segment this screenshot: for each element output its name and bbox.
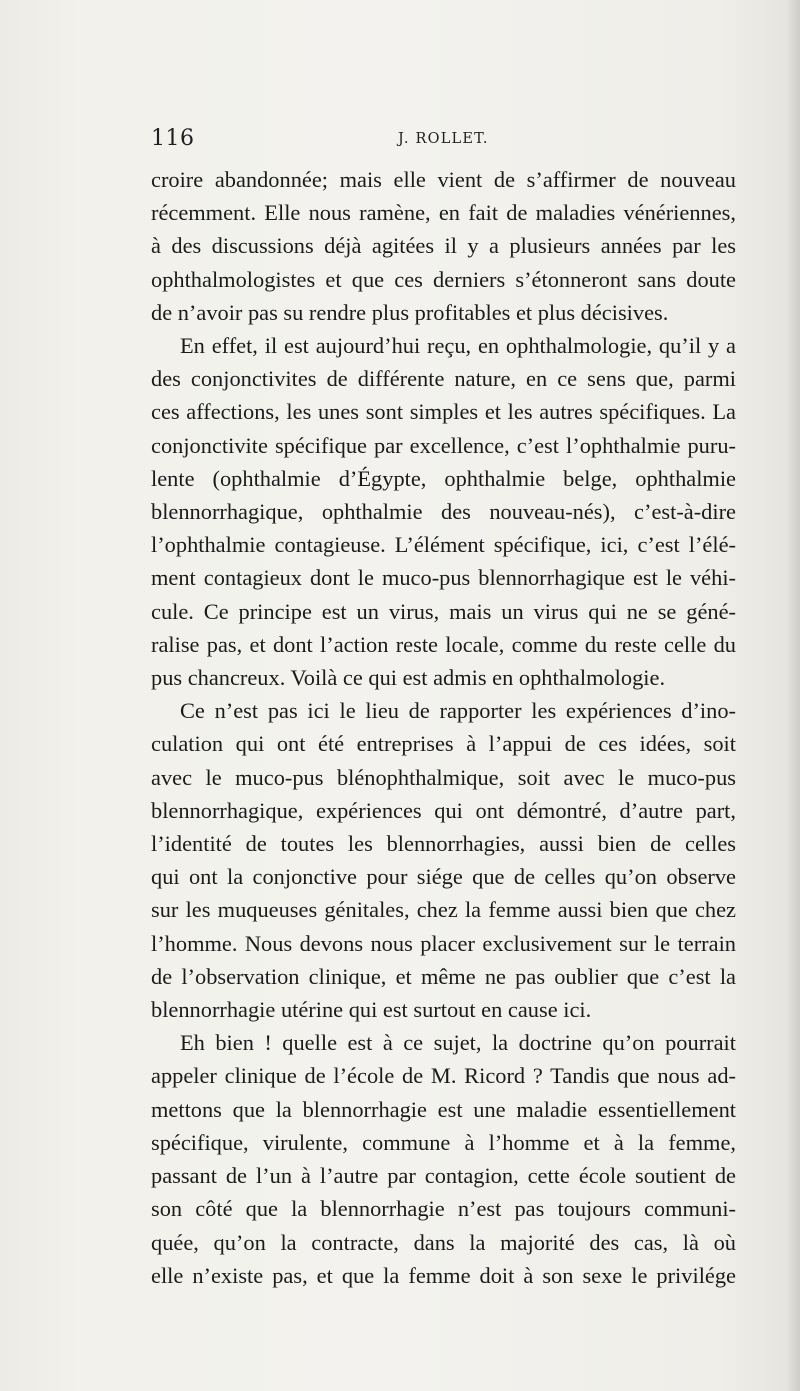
text-line: l’homme. Nous devons nous placer exclusivement sur le terrain [151,930,736,956]
text-line: passant de l’un à l’autre par contagion, cette école soutient de [151,1163,736,1189]
text-line: elle n’existe pas, et que la femme doit à son sexe le privilége [151,1262,736,1288]
text-line: spécifique, virulente, commune à l’homme et à la femme, [151,1129,736,1155]
text-line: de n’avoir pas su rendre plus profitables et plus décisives. [151,299,669,325]
paragraph-1 [151,163,736,329]
text-line: ces affections, les unes sont simples et les autres spécifiques. La [151,399,736,425]
text-line: ralise pas, et dont l’action reste locale, comme du reste celle du [151,631,736,657]
text-line: à des discussions déjà agitées il y a plusieurs années par les [151,233,736,259]
text-line: mettons que la blennorrhagie est une maladie essentiellement [151,1096,736,1122]
text-line: blennorrhagie utérine qui est surtout en cause ici. [151,997,592,1023]
text-line: ophthalmologistes et que ces derniers s’étonneront sans doute [151,266,736,292]
text-line: de l’observation clinique, et même ne pas oublier que c’est la [151,963,736,989]
text-line: l’identité de toutes les blennorrhagies, aussi bien de celles [151,831,736,857]
text-line: Eh bien ! quelle est à ce sujet, la doctrine qu’on pourrait [180,1030,736,1056]
text-line: quée, qu’on la contracte, dans la majorité des cas, là où [151,1229,736,1255]
text-line: cule. Ce principe est un virus, mais un virus qui ne se géné- [151,598,736,624]
text-line: ment contagieux dont le muco-pus blennorrhagique est le véhi- [151,565,736,591]
text-line: lente (ophthalmie d’Égypte, ophthalmie belge, ophthalmie [151,465,736,491]
page-number: 116 [151,126,195,151]
page-header [151,126,731,156]
text-line: croire abandonnée; mais elle vient de s’affirmer de nouveau [151,167,736,192]
paragraph-2 [151,329,736,694]
paragraph-4 [151,1026,736,1292]
text-line: des conjonctivites de différente nature, en ce sens que, parmi [151,366,736,392]
text-line: pus chancreux. Voilà ce qui est admis en ophthalmologie. [151,665,666,691]
text-line: l’ophthalmie contagieuse. L’élément spécifique, ici, c’est l’élé- [151,532,736,558]
text-line: son côté que la blennorrhagie n’est pas toujours communi- [151,1196,736,1222]
page-edge-shadow [786,0,800,1391]
running-head: J. ROLLET. [398,131,489,147]
text-line: avec le muco-pus blénophthalmique, soit avec le muco-pus [151,764,736,790]
text-line: Ce n’est pas ici le lieu de rapporter les expériences d’ino- [180,698,736,724]
text-line: En effet, il est aujourd’hui reçu, en ophthalmologie, qu’il y a [180,333,736,359]
paragraph-3 [151,694,736,1026]
text-line: culation qui ont été entreprises à l’appui de ces idées, soit [151,731,736,757]
text-line: blennorrhagique, ophthalmie des nouveau-nés), c’est-à-dire [151,499,736,525]
text-line: blennorrhagique, expériences qui ont démontré, d’autre part, [151,797,736,823]
text-line: sur les muqueuses génitales, chez la femme aussi bien que chez [151,897,736,923]
body-text [151,163,736,1292]
text-line: qui ont la conjonctive pour siége que de celles qu’on observe [151,864,736,890]
text-line: récemment. Elle nous ramène, en fait de maladies vénériennes, [151,200,736,226]
text-line: conjonctivite spécifique par excellence, c’est l’ophthalmie puru- [151,432,736,458]
text-line: appeler clinique de l’école de M. Ricord ? Tandis que nous ad- [151,1063,736,1089]
